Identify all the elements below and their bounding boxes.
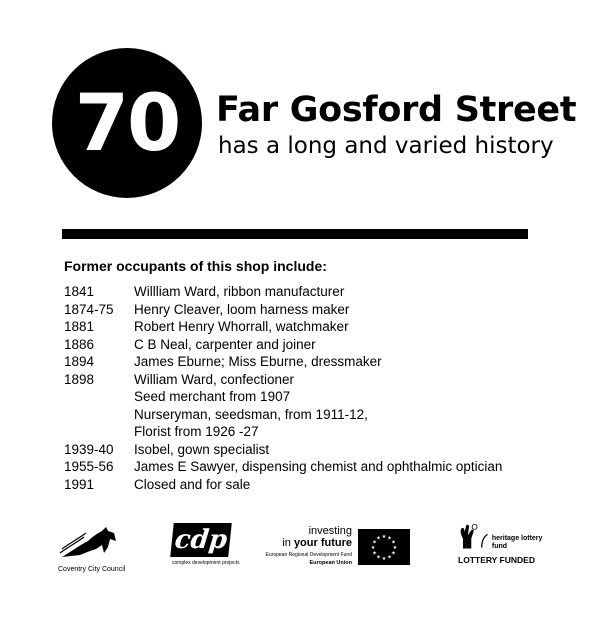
occupant-row [64, 406, 534, 424]
occupants-list [64, 283, 534, 493]
svg-text:★: ★ [387, 535, 392, 542]
eu-flag-icon [358, 529, 410, 565]
occupant-row [64, 318, 534, 336]
occupant-row [64, 458, 534, 476]
svg-text:★: ★ [372, 550, 377, 557]
occupant-year: 1894 [64, 354, 95, 369]
occupant-year: 1898 [64, 371, 95, 387]
occupant-description: James Eburne; Miss Eburne, dressmaker [134, 354, 382, 369]
erdf-logo [262, 525, 412, 566]
coventry-logo [58, 523, 138, 573]
occupant-description: Florist from 1926 -27 [134, 424, 259, 439]
number-badge [52, 48, 202, 198]
occupant-row [64, 441, 534, 459]
coventry-label: Coventry City Council [58, 566, 126, 573]
invest-in: in [282, 537, 294, 549]
lottery-marks [458, 521, 548, 551]
cdp-wordmark: cdp [170, 523, 232, 557]
occupant-row [64, 476, 534, 494]
occupant-year: 1955-56 [64, 459, 114, 474]
occupants-heading: Former occupants of this shop include: [64, 258, 327, 274]
occupant-year: 1881 [64, 319, 95, 334]
svg-text:★: ★ [391, 550, 396, 557]
svg-text:★: ★ [376, 554, 381, 561]
svg-text:★: ★ [392, 545, 398, 551]
occupant-description: Isobel, gown specialist [134, 441, 270, 457]
invest-line3: European Regional Development Fund [265, 552, 352, 558]
invest-line1: investing [308, 525, 352, 537]
occupant-year [64, 388, 134, 406]
lottery-logo [458, 521, 548, 565]
occupant-row [64, 371, 534, 389]
occupant-row [64, 423, 534, 441]
occupant-description: Henry Cleaver, loom harness maker [134, 301, 350, 317]
occupant-year: 1939-40 [64, 441, 114, 457]
occupant-row [64, 336, 534, 354]
occupant-description: William Ward, confectioner [134, 371, 295, 387]
occupant-year: 1874-75 [64, 301, 114, 317]
occupant-description: Closed and for sale [134, 476, 251, 492]
cdp-subtitle: complex development projects [172, 560, 240, 566]
occupant-description: Willliam Ward, ribbon manufacturer [134, 284, 345, 299]
invest-line4: European Union [309, 560, 352, 566]
occupant-description: C B Neal, carpenter and joiner [134, 336, 316, 352]
occupant-year [64, 423, 134, 441]
occupant-year: 1991 [64, 476, 95, 492]
occupant-description: Seed merchant from 1907 [134, 389, 291, 404]
svg-text:★: ★ [381, 556, 387, 562]
heritage-label: heritage lottery fund [491, 535, 543, 550]
occupant-row [64, 301, 534, 319]
cdp-logo [172, 523, 238, 566]
street-number: 70 [74, 79, 180, 169]
occupant-row [64, 283, 534, 301]
occupant-description: Robert Henry Whorrall, watchmaker [134, 319, 349, 334]
occupant-year: 1886 [64, 336, 95, 352]
svg-text:★: ★ [372, 539, 377, 546]
occupant-description: James E Sawyer, dispensing chemist and ophthalmic optician [134, 459, 503, 474]
page-subtitle: has a long and varied history [218, 133, 554, 159]
svg-text:★: ★ [376, 535, 381, 542]
page-title: Far Gosford Street [216, 90, 577, 130]
svg-text:★: ★ [391, 539, 396, 546]
invest-line2 [262, 537, 352, 549]
occupant-year: 1841 [64, 284, 95, 299]
svg-text:★: ★ [370, 545, 376, 551]
occupant-year [64, 406, 134, 424]
horse-rider-icon [58, 523, 122, 559]
occupant-row [64, 388, 534, 406]
lottery-funded-label: LOTTERY FUNDED [458, 555, 535, 565]
divider-bar [62, 229, 528, 239]
sponsor-logos [0, 515, 595, 585]
crossed-fingers-icon [458, 521, 480, 551]
occupant-row [64, 353, 534, 371]
svg-text:★: ★ [387, 554, 392, 561]
svg-text:★: ★ [381, 534, 387, 540]
occupant-description: Nurseryman, seedsman, from 1911-12, [134, 406, 368, 422]
heritage-arc-icon [480, 531, 488, 551]
invest-your-future: your future [293, 537, 352, 549]
